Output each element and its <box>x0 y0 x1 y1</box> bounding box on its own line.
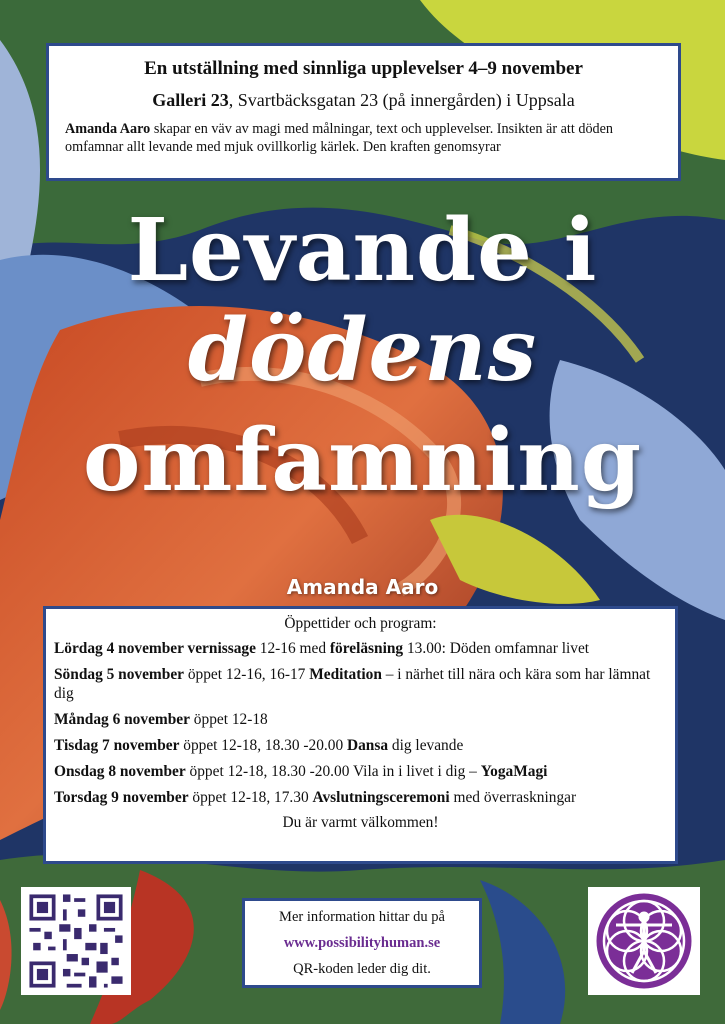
intro-body: skapar en väv av magi med målningar, text och upplevelser. Insikten är att döden omfamnar allt levande med mjuk ovillkorlig kärlek. Den kraften genomsyrar <box>65 121 614 155</box>
program-text: öppet 12-18, 17.30 <box>188 789 313 806</box>
program-row <box>54 639 667 658</box>
program-highlight: Avslutningsceremoni <box>312 789 450 806</box>
program-text: öppet 12-18, 18.30 -20.00 <box>179 737 347 754</box>
title-line-2: dödens <box>187 300 538 401</box>
program-row <box>54 736 667 755</box>
title-line-3: omfamning <box>83 410 642 511</box>
program-day: Lördag 4 november vernissage <box>54 640 256 657</box>
title-line-1: Levande i <box>127 200 598 301</box>
program-text: öppet 12-18 <box>189 711 268 728</box>
program-box <box>43 606 678 864</box>
intro-artist: Amanda Aaro <box>65 121 151 137</box>
program-highlight: Dansa <box>347 737 389 754</box>
vitruvian-flower-logo-icon <box>588 887 700 995</box>
program-highlight: föreläsning <box>329 640 404 657</box>
venue-address: , Svartbäcksgatan 23 (på innergården) i Uppsala <box>228 90 575 110</box>
program-row <box>54 710 667 729</box>
program-text: dig levande <box>388 737 464 754</box>
website-link[interactable]: www.possibilityhuman.se <box>283 935 441 951</box>
qr-hint: QR-koden leder dig dit. <box>293 961 431 977</box>
author-name: Amanda Aaro <box>286 575 439 599</box>
program-day: Söndag 5 november <box>54 666 184 683</box>
program-day: Torsdag 9 november <box>54 789 189 806</box>
intro-box <box>46 43 681 181</box>
program-day: Tisdag 7 november <box>54 737 180 754</box>
program-text: öppet 12-16, 16-17 <box>183 666 310 683</box>
program-text: – i närhet till nära och kära som har lämnat dig <box>54 666 651 702</box>
program-row <box>54 762 667 781</box>
program-text: 12-16 med <box>255 640 330 657</box>
qr-code-icon[interactable] <box>21 887 131 995</box>
program-day: Onsdag 8 november <box>54 763 186 780</box>
program-heading: Öppettider och program: <box>284 615 437 632</box>
venue-name: Galleri 23 <box>152 90 229 110</box>
info-line: Mer information hittar du på <box>279 909 445 925</box>
program-highlight: YogaMagi <box>480 763 548 780</box>
intro-text <box>59 120 668 156</box>
program-text: öppet 12-18, 18.30 -20.00 Vila in i livet i dig – <box>185 763 481 780</box>
program-day: Måndag 6 november <box>54 711 190 728</box>
program-highlight: Meditation <box>309 666 382 683</box>
program-text: 13.00: Döden omfamnar livet <box>403 640 590 657</box>
program-row <box>54 788 667 807</box>
venue-line <box>59 90 668 111</box>
headline: En utställning med sinnliga upplevelser 4–9 november <box>144 58 583 79</box>
welcome-text: Du är varmt välkommen! <box>282 814 439 831</box>
program-text: med överraskningar <box>449 789 577 806</box>
program-row <box>54 665 667 703</box>
info-box <box>242 898 482 988</box>
